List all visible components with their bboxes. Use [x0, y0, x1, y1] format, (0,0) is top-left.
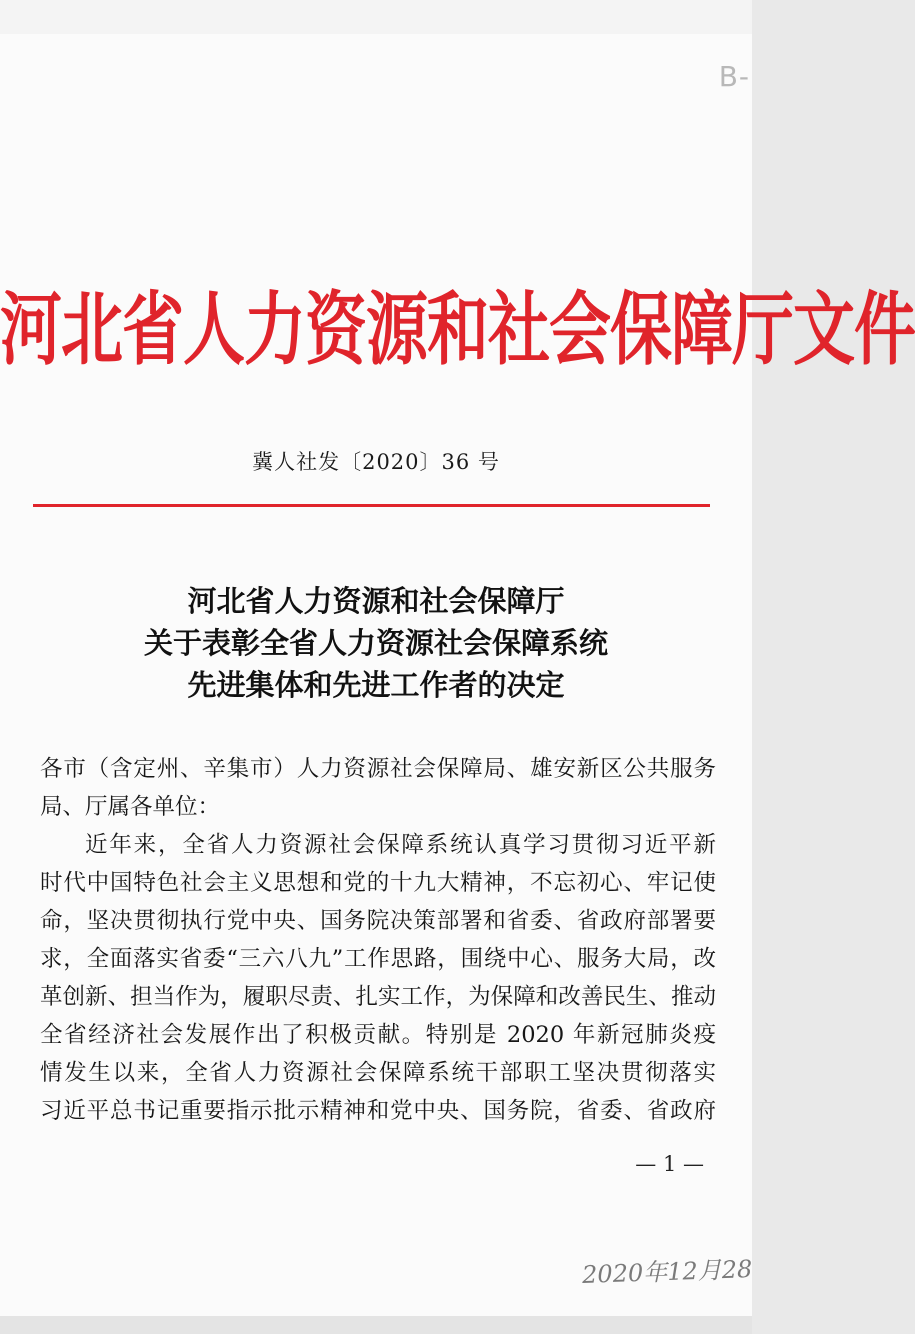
body-line: 习近平总书记重要指示批示精神和党中央、国务院，省委、省政府	[40, 1098, 716, 1124]
issuer-header: 河北省人力资源和社会保障厅文件	[0, 282, 915, 377]
title-line: 先进集体和先进工作者的决定	[187, 668, 565, 702]
page-number: — 1 —	[635, 1152, 704, 1176]
body-line: 各市（含定州、辛集市）人力资源社会保障局、雄安新区公共服务	[40, 756, 716, 782]
body-line: 时代中国特色社会主义思想和党的十九大精神，不忘初心、牢记使	[40, 870, 716, 896]
body-line: 革创新、担当作为，履职尽责、扎实工作，为保障和改善民生、推动	[40, 984, 716, 1010]
body-line: 命，坚决贯彻执行党中央、国务院决策部署和省委、省政府部署要	[40, 908, 716, 934]
document-body	[40, 750, 716, 1130]
body-line: 求，全面落实省委“三六八九”工作思路，围绕中心、服务大局，改	[40, 946, 716, 972]
title-line: 河北省人力资源和社会保障厅	[187, 584, 565, 618]
document-title	[0, 580, 752, 706]
body-line: 近年来，全省人力资源社会保障系统认真学习贯彻习近平新	[85, 832, 716, 858]
body-line: 情发生以来，全省人力资源社会保障系统干部职工坚决贯彻落实	[40, 1060, 716, 1086]
document-page	[0, 34, 915, 1316]
title-line: 关于表彰全省人力资源社会保障系统	[143, 626, 608, 660]
handwritten-date: 2020年12月28	[581, 1255, 753, 1289]
page-mark: B-	[718, 60, 750, 93]
body-line: 全省经济社会发展作出了积极贡献。特别是 2020 年新冠肺炎疫	[40, 1022, 716, 1048]
top-bar	[0, 0, 752, 34]
document-number: 冀人社发〔2020〕36 号	[252, 450, 500, 474]
body-line: 局、厅属各单位：	[40, 794, 221, 820]
bottom-bar	[0, 1316, 752, 1334]
red-divider	[33, 504, 710, 507]
